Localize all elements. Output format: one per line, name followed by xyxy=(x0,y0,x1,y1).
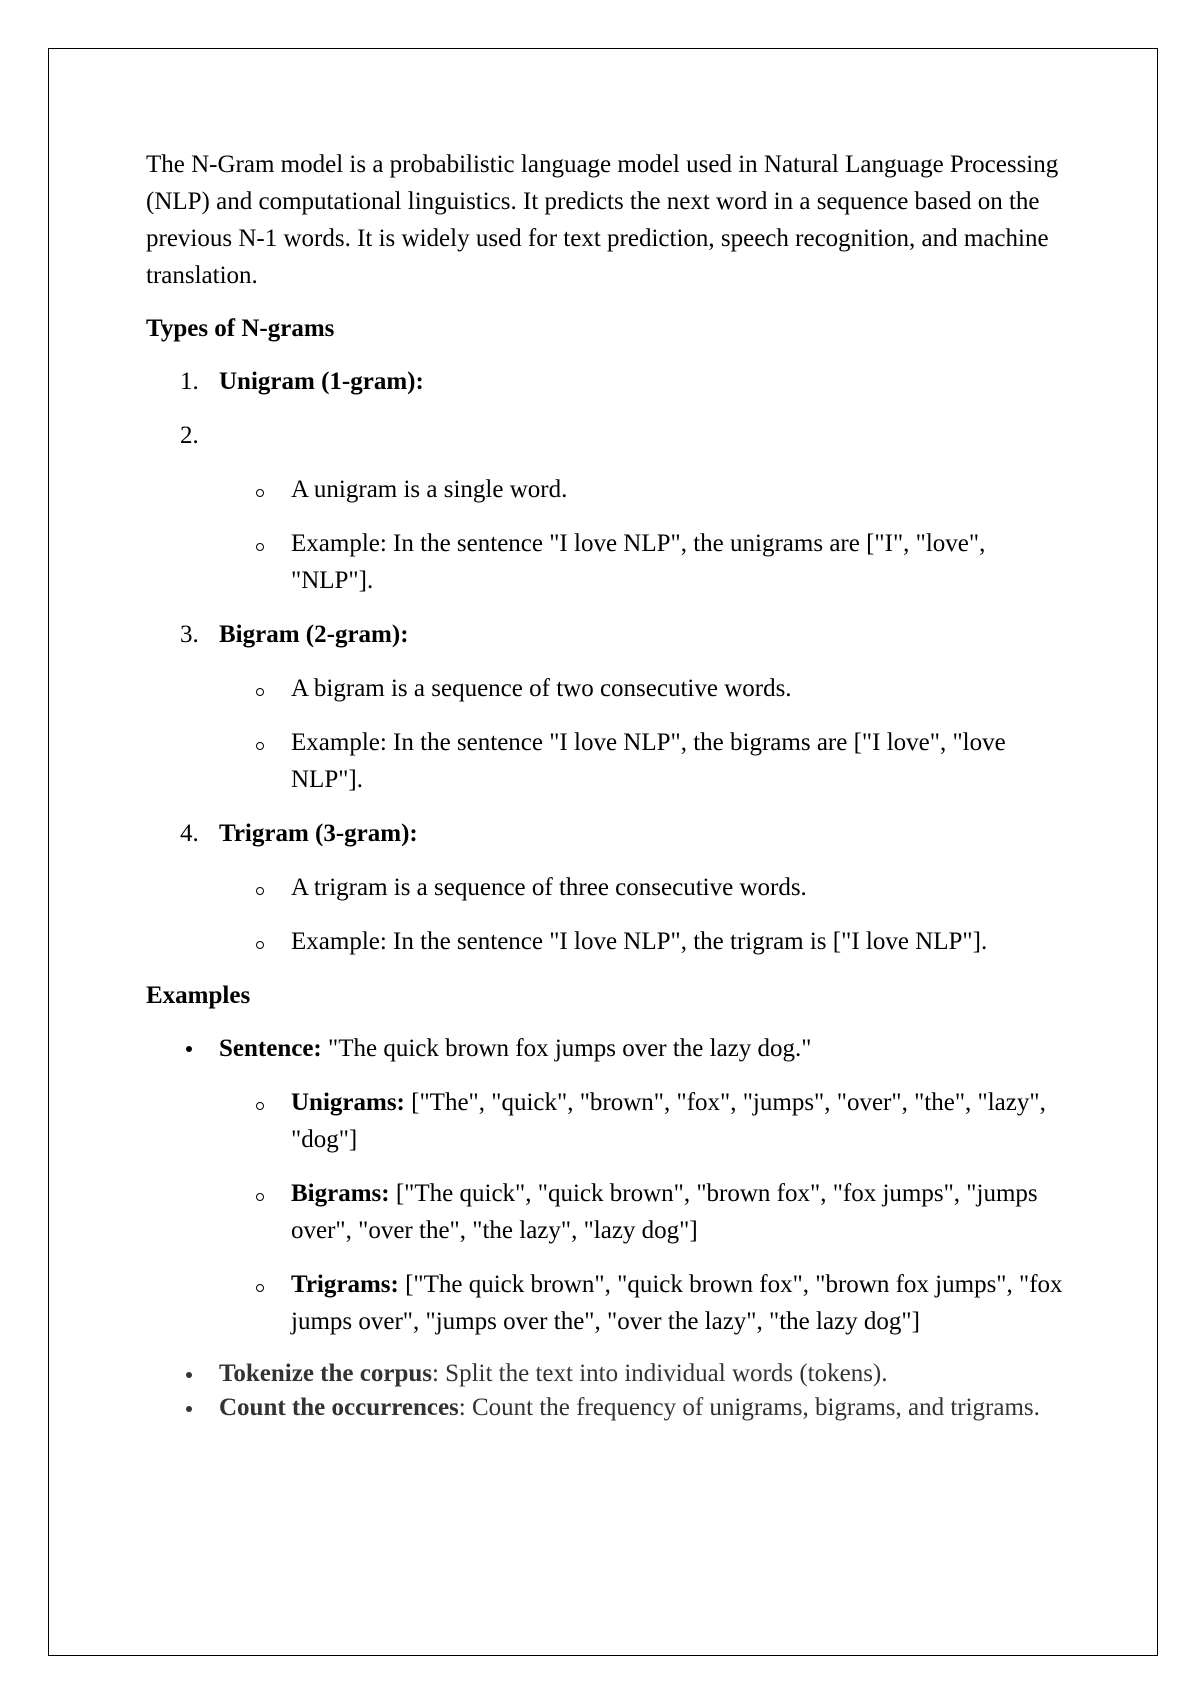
bigram-point xyxy=(146,670,1066,707)
examples-heading: Examples xyxy=(146,982,251,1009)
type-item-empty xyxy=(146,417,1066,454)
point-text: A unigram is a single word. xyxy=(291,476,568,503)
trigram-point xyxy=(146,923,1066,960)
bigram-point xyxy=(146,724,1066,798)
bullet-dot-icon xyxy=(186,1372,192,1378)
type-label: Trigram (3-gram): xyxy=(219,820,418,847)
intro-paragraph: The N-Gram model is a probabilistic language model used in Natural Language Processing (NLP) and computational linguistics. It predicts the next word in a sequence based on the previous N-1 words. It is widely used for text prediction, speech recognition, and machine translation. xyxy=(146,151,1059,289)
list-number: 2. xyxy=(180,422,199,449)
point-text: Example: In the sentence "I love NLP", the unigrams are ["I", "love", "NLP"]. xyxy=(291,530,986,594)
types-heading: Types of N-grams xyxy=(146,315,335,342)
circle-bullet-icon xyxy=(256,742,264,750)
unigram-point xyxy=(146,471,1066,508)
ngram-label: Unigrams: xyxy=(291,1089,405,1116)
circle-bullet-icon xyxy=(256,543,264,551)
point-text: Example: In the sentence "I love NLP", the bigrams are ["I love", "love NLP"]. xyxy=(291,729,1006,793)
circle-bullet-icon xyxy=(256,941,264,949)
step-text: : Split the text into individual words (tokens). xyxy=(431,1360,888,1387)
unigram-point xyxy=(146,525,1066,599)
point-text: Example: In the sentence "I love NLP", the trigram is ["I love NLP"]. xyxy=(291,928,988,955)
point-text: A trigram is a sequence of three consecutive words. xyxy=(291,874,807,901)
steps-list xyxy=(146,1357,1066,1425)
step-label: Count the occurrences xyxy=(219,1394,459,1421)
step-label: Tokenize the corpus xyxy=(219,1360,432,1387)
trigram-point xyxy=(146,869,1066,906)
ngram-item-trigrams xyxy=(146,1266,1066,1340)
sentence-text: "The quick brown fox jumps over the lazy dog." xyxy=(321,1035,812,1062)
circle-bullet-icon xyxy=(256,688,264,696)
bullet-dot-icon xyxy=(186,1406,192,1412)
type-item-bigram xyxy=(146,616,1066,653)
circle-bullet-icon xyxy=(256,1193,264,1201)
ngram-text: ["The", "quick", "brown", "fox", "jumps", "over", "the", "lazy", "dog"] xyxy=(291,1089,1046,1153)
bullet-dot-icon xyxy=(186,1046,192,1052)
sentence-item xyxy=(146,1030,1066,1067)
circle-bullet-icon xyxy=(256,887,264,895)
document-body xyxy=(146,146,1066,1425)
circle-bullet-icon xyxy=(256,1284,264,1292)
list-number: 4. xyxy=(180,820,199,847)
ngram-label: Bigrams: xyxy=(291,1180,390,1207)
circle-bullet-icon xyxy=(256,1102,264,1110)
ngram-label: Trigrams: xyxy=(291,1271,399,1298)
ngram-item-unigrams xyxy=(146,1084,1066,1158)
list-number: 3. xyxy=(180,621,199,648)
step-item-count xyxy=(146,1391,1066,1425)
ngram-text: ["The quick", "quick brown", "brown fox", "fox jumps", "jumps over", "over the", "the lazy", "lazy dog"] xyxy=(291,1180,1038,1244)
type-item-unigram xyxy=(146,363,1066,400)
ngram-text: ["The quick brown", "quick brown fox", "brown fox jumps", "fox jumps over", "jumps over the", "over the lazy", "the lazy dog"] xyxy=(291,1271,1063,1335)
type-label: Unigram (1-gram): xyxy=(219,368,424,395)
point-text: A bigram is a sequence of two consecutive words. xyxy=(291,675,792,702)
ngram-item-bigrams xyxy=(146,1175,1066,1249)
list-number: 1. xyxy=(180,368,199,395)
step-text: : Count the frequency of unigrams, bigrams, and trigrams. xyxy=(458,1394,1040,1421)
type-item-trigram xyxy=(146,815,1066,852)
sentence-label: Sentence: xyxy=(219,1035,322,1062)
type-label: Bigram (2-gram): xyxy=(219,621,409,648)
circle-bullet-icon xyxy=(256,489,264,497)
step-item-tokenize xyxy=(146,1357,1066,1391)
